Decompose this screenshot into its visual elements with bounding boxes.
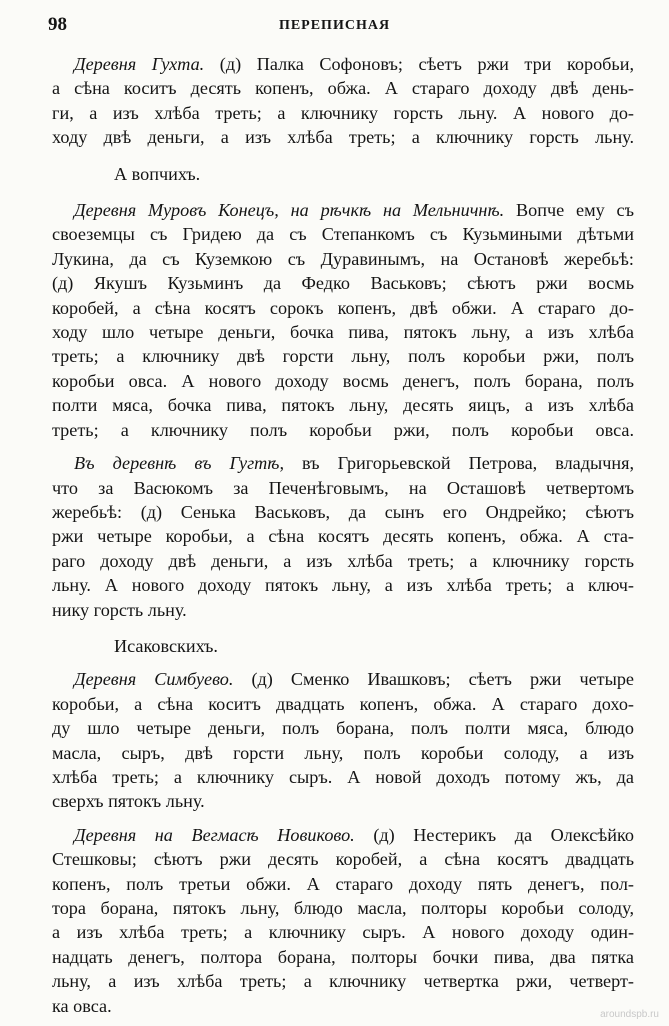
text-line: (д) Якушъ Кузьминъ да Федко Васьковъ; сѣютъ ржи восмь [52,273,634,294]
text-line: копенъ, полъ третьи обжи. А стараго доходу пять денегъ, пол- [52,873,634,894]
text-line: ка овса. [52,995,112,1016]
text-line: Деревня Симбуево. (д) Сменко Ивашковъ; сѣетъ ржи четыре [74,669,634,690]
text-line: коробьи овса. А нового доходу восмь денегъ, полъ борана, полъ [52,370,634,391]
text-line: треть; а ключнику двѣ горсти льну, полъ коробьи ржи, полъ [52,346,634,367]
text-line: ржи четыре коробьи, а сѣна косятъ десять копенъ, обжа. А ста- [52,526,634,547]
page-header [40,14,629,44]
text-line: Деревня на Вегмасѣ Новиково. (д) Нестерикъ да Олексѣйко [74,824,634,845]
place-name: Деревня Симбуево. [74,669,234,690]
text-line: ду шло четыре деньги, полъ борана, полъ полти мяса, блюдо [52,718,634,739]
place-name: Деревня Гухта. [74,54,205,74]
watermark: aroundspb.ru [600,1009,659,1020]
section-subhead: Исаковскихъ. [114,635,218,656]
running-title: ПЕРЕПИСНАЯ [278,18,391,33]
text-line: Стешковы; сѣютъ ржи десять коробей, а сѣна косятъ двадцать [52,849,634,870]
text-line: ходу двѣ деньги, а изъ хлѣба треть; а ключнику горсть льну. [52,127,634,148]
text-line: ходу шло четыре деньги, бочка пива, пятокъ льну, а изъ хлѣба [52,322,634,343]
text-line: а изъ хлѣба треть; а ключнику сыръ. А нового доходу один- [52,922,634,943]
text-line: ги, а изъ хлѣба треть; а ключнику горсть льну. А нового до- [52,102,634,123]
place-name: Въ деревнѣ въ Гугтѣ, [74,453,284,474]
text-line: Деревня Муровъ Конецъ, на рѣчкѣ на Мельничнѣ. Вопче ему съ [74,200,634,221]
text-line: коробьи, а сѣна коситъ двадцать копенъ, обжа. А стараго дохо- [52,693,634,714]
text-line: треть; а ключнику полъ коробьи ржи, полъ коробьи овса. [52,419,634,440]
text-line: жеребьѣ: (д) Сенька Васьковъ, да сынъ его Ондрейко; сѣютъ [52,501,634,522]
text-line: своеземцы съ Гридею да съ Степанкомъ съ Кузьмиными дѣтьми [52,224,634,245]
text-line: надцать денегъ, полтора борана, полторы бочки пива, два пятка [52,946,634,967]
text-line: хлѣба треть; а ключнику сыръ. А новой доходъ потому жъ, да [52,766,634,787]
text-line: льну. А нового доходу пятокъ льну, а изъ хлѣба треть; а ключ- [52,575,634,596]
text-line: коробей, а сѣна косятъ сорокъ копенъ, двѣ обжи. А стараго до- [52,297,634,318]
text-line: полти мяса, бочка пива, пятокъ льну, десять яицъ, а изъ хлѣба [52,395,634,416]
text-line: что за Васюкомъ за Печенѣговымъ, на Осташовѣ четвертомъ [52,477,634,498]
text-line: раго доходу двѣ деньги, а изъ хлѣба треть; а ключнику горсть [52,550,634,571]
text-line: тора борана, пятокъ льну, блюдо масла, полторы коробьи солоду, [52,898,634,918]
text-line: нику горсть льну. [52,599,187,620]
section-subhead: А вопчихъ. [114,163,201,184]
place-name: Деревня на Вегмасѣ Новиково. [74,824,355,845]
text-line: Деревня Гухта. (д) Палка Софоновъ; сѣетъ ржи три коробьи, [74,54,634,74]
text-line: сверхъ пятокъ льну. [52,791,205,812]
text-line: а сѣна коситъ десять копенъ, обжа. А стараго доходу двѣ день- [52,78,634,99]
page-number: 98 [48,14,67,35]
text-line: Лукина, да съ Куземкою съ Дуравинымъ, на Остановѣ жеребьѣ: [52,248,634,269]
place-name: Деревня Муровъ Конецъ, на рѣчкѣ на Мельничнѣ. [74,200,505,221]
text-line: масла, сыръ, двѣ горсти льну, полъ коробьи солоду, а изъ [52,742,634,763]
text-line: льну, а изъ хлѣба треть; а ключнику четвертка ржи, четверт- [52,971,634,992]
text-line: Въ деревнѣ въ Гугтѣ, въ Григорьевской Петрова, владычня, [74,453,634,474]
body-text [52,52,634,1018]
